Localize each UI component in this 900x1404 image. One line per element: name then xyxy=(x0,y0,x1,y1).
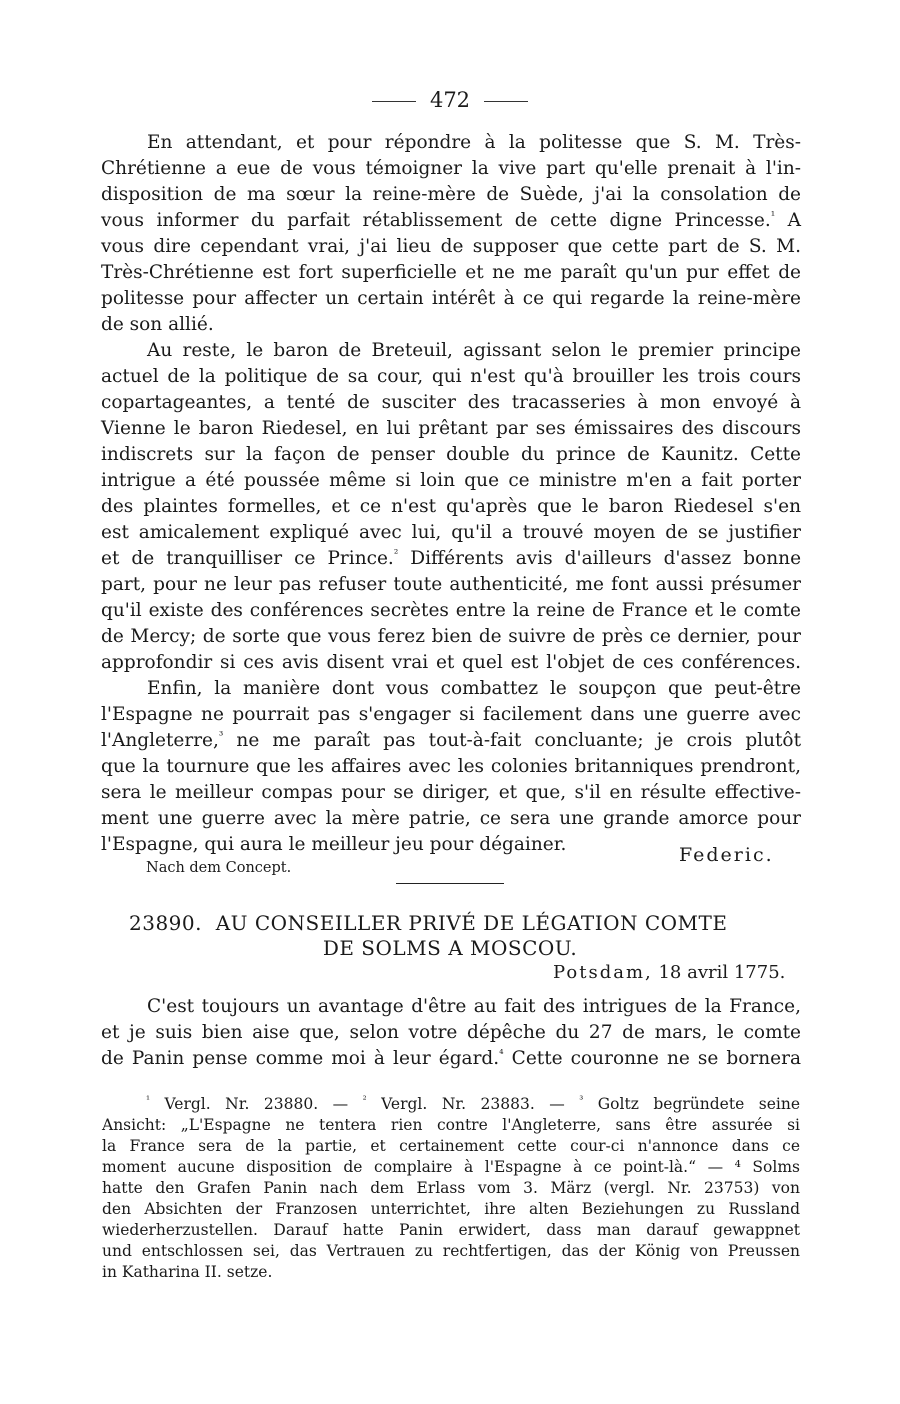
text-line: de Mercy; de sorte que vous ferez bien de suivre de près ce dernier, pour xyxy=(101,626,801,647)
footnote-line: in Katharina II. setze. xyxy=(102,1263,273,1281)
text-line: intrigue a été poussée même si loin que ce ministre m'en a fait porter xyxy=(101,470,801,491)
footnote-line: moment aucune disposition de complaire à l'Espagne à ce point-là.“ — ⁴ Solms xyxy=(102,1158,800,1176)
text-line: En attendant, et pour répondre à la politesse que S. M. Très- xyxy=(147,132,801,153)
section-divider xyxy=(396,883,504,884)
text-line: Chrétienne a eue de vous témoigner la vive part qu'elle prenait à l'in- xyxy=(101,158,801,179)
footnote-mark: ² xyxy=(393,546,399,560)
footnote-line: wiederherzustellen. Darauf hatte Panin erwidert, dass man darauf gewappnet xyxy=(102,1221,800,1239)
text-line: de Panin pense comme moi à leur égard.$^{^4}$ Cette couronne ne se bornera xyxy=(101,1046,801,1069)
letter-heading: 23890. AU CONSEILLER PRIVÉ DE LÉGATION COMTE xyxy=(129,911,728,935)
text-line: et je suis bien aise que, selon votre dépêche du 27 de mars, le comte xyxy=(101,1022,801,1043)
text-line: l'Espagne, qui aura le meilleur jeu pour dégainer. xyxy=(101,834,567,855)
text-line: l'Espagne ne pourrait pas s'engager si facilement dans une guerre avec xyxy=(101,704,801,725)
letter-number: 23890. xyxy=(129,911,202,935)
footnote-line: und entschlossen sei, das Vertrauen zu rechtfertigen, das der König von Preussen xyxy=(102,1242,800,1260)
page-number: 472 xyxy=(0,86,900,114)
letter-heading-line2: DE SOLMS A MOSCOU. xyxy=(322,936,578,960)
text-line: actuel de la politique de sa cour, qui n'est qu'à brouiller les trois cours xyxy=(101,366,801,387)
text-line: est amicalement expliqué avec lui, qu'il a trouvé moyen de se justifier xyxy=(101,522,801,543)
text-line: approfondir si ces avis disent vrai et quel est l'objet de ces conférences. xyxy=(101,652,801,673)
text-line: que la tournure que les affaires avec les colonies britanniques prendront, xyxy=(101,756,801,777)
text-line: l'Angleterre,$^{^3}$ ne me paraît pas tout-à-fait concluante; je crois plutôt xyxy=(101,728,801,751)
text-line: sera le meilleur compas pour se diriger, et que, s'il en résulte effective- xyxy=(101,782,801,803)
text-line: Enfin, la manière dont vous combattez le soupçon que peut-être xyxy=(147,678,801,699)
signature: Federic. xyxy=(679,844,774,866)
text-line: part, pour ne leur pas refuser toute authenticité, me font aussi présumer xyxy=(101,574,801,595)
text-line: qu'il existe des conférences secrètes entre la reine de France et le comte xyxy=(101,600,801,621)
source-note: Nach dem Concept. xyxy=(146,860,292,876)
text-line: copartageantes, a tenté de susciter des tracasseries à mon envoyé à xyxy=(101,392,801,413)
text-line: Au reste, le baron de Breteuil, agissant selon le premier principe xyxy=(147,340,801,361)
text-line: vous dire cependant vrai, j'ai lieu de supposer que cette part de S. M. xyxy=(101,236,801,257)
footnote-line: hatte den Grafen Panin nach dem Erlass vom 3. März (vergl. Nr. 23753) von xyxy=(102,1179,800,1197)
footnote-line: den Absichten der Franzosen unterrichtet, ihre alten Beziehungen zu Russland xyxy=(102,1200,800,1218)
text-line: et de tranquilliser ce Prince.$^{^2}$ Différents avis d'ailleurs d'assez bonne xyxy=(101,546,802,569)
footnote-line: Ansicht: „L'Espagne ne tentera rien contre l'Angleterre, sans être assurée si xyxy=(102,1116,800,1134)
letter-date: Potsdam, 18 avril 1775. xyxy=(553,962,786,983)
text-line: Très-Chrétienne est fort superficielle et ne me paraît qu'un pur effet de xyxy=(101,262,801,283)
footnote-line: la France sera de la partie, et certainement cette cour-ci n'annonce dans ce xyxy=(102,1137,800,1155)
footnote-line: $^{^1}$ Vergl. Nr. 23880. — $^{^2}$ Vergl. Nr. 23883. — $^{^3}$ Goltz begründete seine xyxy=(146,1094,801,1113)
text-line: disposition de ma sœur la reine-mère de Suède, j'ai la consolation de xyxy=(101,184,801,205)
text-line: indiscrets sur la façon de penser double du prince de Kaunitz. Cette xyxy=(101,444,801,465)
footnote-mark: ¹ xyxy=(770,208,776,222)
page-number-dash-left xyxy=(372,101,416,102)
text-line: des plaintes formelles, et ce n'est qu'après que le baron Riedesel s'en xyxy=(101,496,801,517)
text-line: vous informer du parfait rétablissement de cette digne Princesse.$^{^1}$ A xyxy=(101,208,801,231)
page-number-dash-right xyxy=(484,101,528,102)
footnote-mark: ⁴ xyxy=(499,1046,504,1060)
text-line: C'est toujours un avantage d'être au fait des intrigues de la France, xyxy=(147,996,801,1017)
footnote-mark: ³ xyxy=(218,728,224,742)
text-line: politesse pour affecter un certain intérêt à ce qui regarde la reine-mère xyxy=(101,288,801,309)
text-line: de son allié. xyxy=(101,314,214,335)
text-line: ment une guerre avec la mère patrie, ce sera une grande amorce pour xyxy=(101,808,801,829)
text-line: Vienne le baron Riedesel, en lui prêtant par ses émissaires des discours xyxy=(101,418,801,439)
